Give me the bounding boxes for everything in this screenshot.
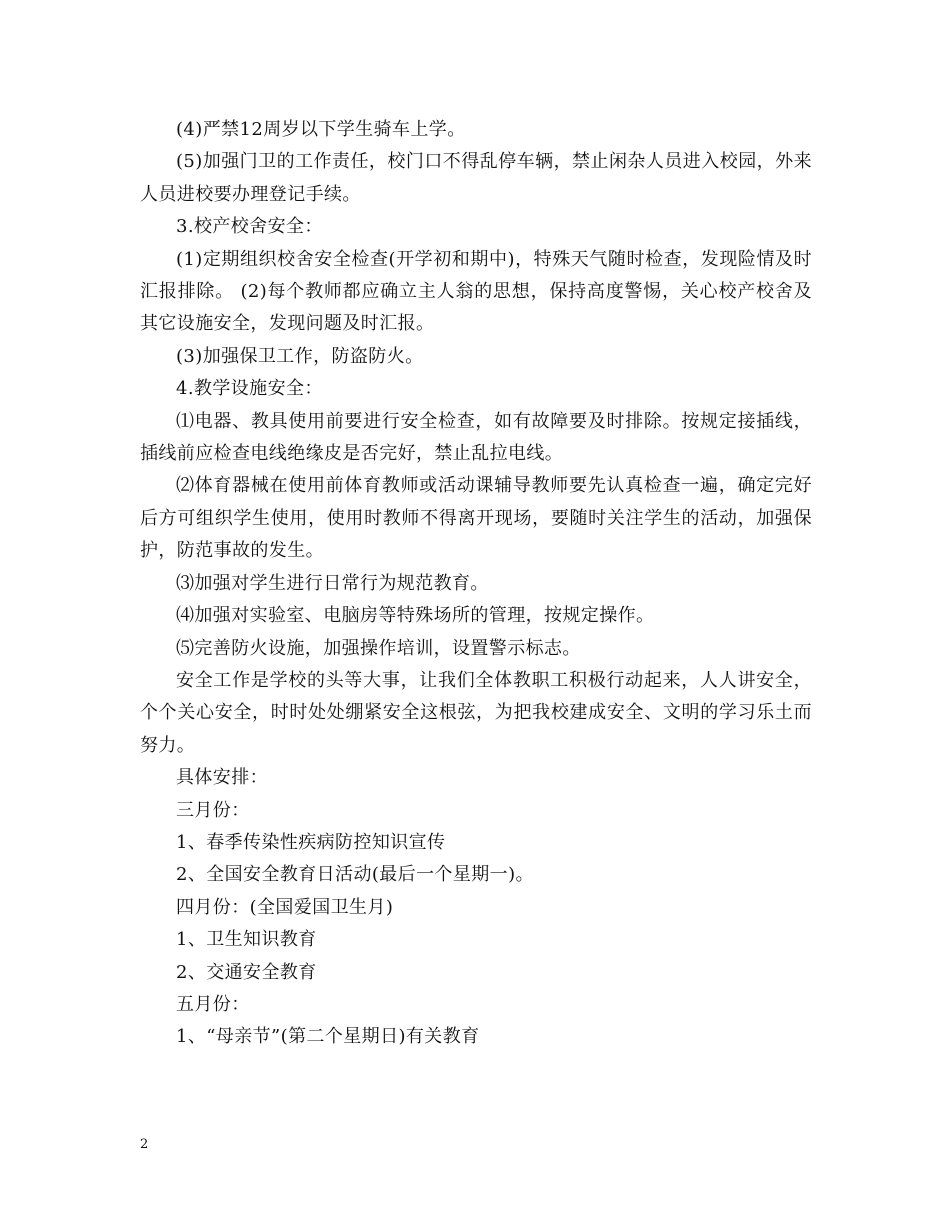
list-item: 1、“母亲节”(第二个星期日)有关教育 <box>176 1026 480 1048</box>
month-heading: 三月份： <box>176 799 250 821</box>
paragraph: (1)定期组织校舍安全检查(开学初和期中)，特殊天气随时检查，发现险情及时汇报排除。 (2)每个教师都应确立主人翁的思想，保持高度警惕，关心校产校舍及其它设施安全，发现问题及时汇报。 <box>140 248 812 335</box>
paragraph: ⑴电器、教具使用前要进行安全检查，如有故障要及时排除。按规定接插线，插线前应检查电线绝缘皮是否完好，禁止乱拉电线。 <box>140 410 812 465</box>
document-body <box>140 114 812 1054</box>
list-item: 2、全国安全教育日活动(最后一个星期一)。 <box>176 864 534 886</box>
list-item: 2、交通安全教育 <box>176 961 317 983</box>
paragraph: ⑷加强对实验室、电脑房等特殊场所的管理，按规定操作。 <box>176 605 655 627</box>
section-heading: 4.教学设施安全： <box>176 378 323 400</box>
section-heading: 具体安排： <box>176 767 268 789</box>
list-item: 1、卫生知识教育 <box>176 929 317 951</box>
paragraph: (5)加强门卫的工作责任，校门口不得乱停车辆，禁止闲杂人员进入校园，外来人员进校要办理登记手续。 <box>140 151 812 205</box>
month-heading: 五月份： <box>176 993 250 1015</box>
paragraph: ⑶加强对学生进行日常行为规范教育。 <box>176 572 489 594</box>
month-heading: 四月份：(全国爱国卫生月) <box>176 896 394 918</box>
paragraph: ⑵体育器械在使用前体育教师或活动课辅导教师要先认真检查一遍，确定完好后方可组织学生使用，使用时教师不得离开现场，要随时关注学生的活动，加强保护，防范事故的发生。 <box>140 475 812 562</box>
paragraph: ⑸完善防火设施，加强操作培训，设置警示标志。 <box>176 637 581 659</box>
paragraph: (3)加强保卫工作，防盗防火。 <box>176 345 424 367</box>
page-number: 2 <box>140 1137 149 1152</box>
paragraph: 安全工作是学校的头等大事，让我们全体教职工积极行动起来，人人讲安全，个个关心安全，时时处处绷紧安全这根弦，为把我校建成安全、文明的学习乐土而努力。 <box>140 669 812 756</box>
section-heading: 3.校产校舍安全： <box>176 216 323 238</box>
paragraph: (4)严禁12周岁以下学生骑车上学。 <box>176 119 466 140</box>
list-item: 1、春季传染性疾病防控知识宣传 <box>176 831 446 853</box>
